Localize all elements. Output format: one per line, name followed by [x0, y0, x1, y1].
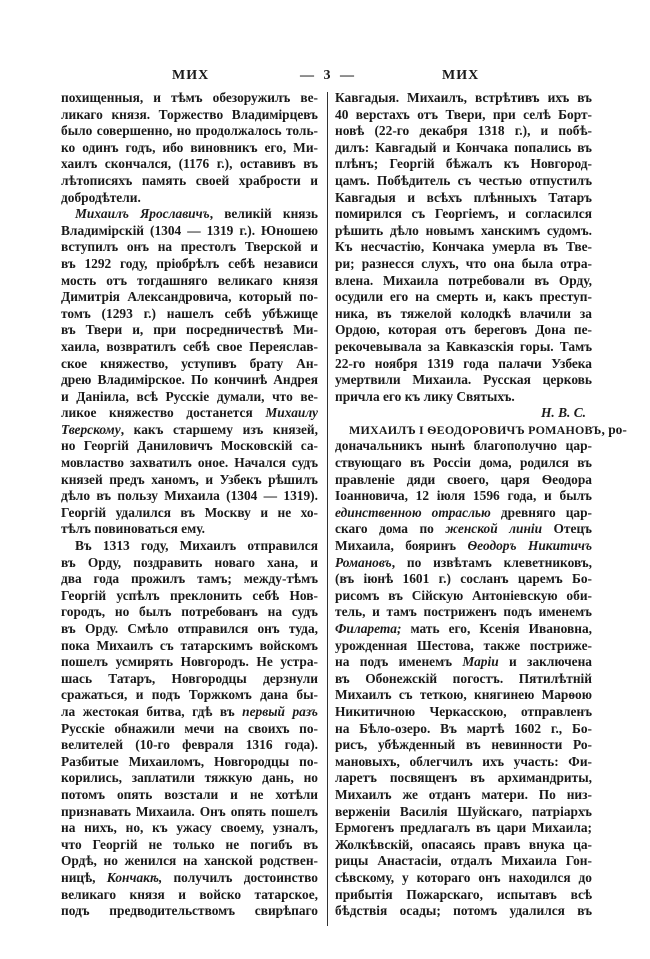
- text-span: мость отъ тогдашняго великаго князя: [61, 272, 318, 288]
- text-line: [61, 870, 318, 887]
- text-line: [335, 273, 592, 290]
- text-line: [335, 704, 592, 721]
- text-line: [335, 571, 592, 588]
- text-line: [61, 90, 318, 107]
- text-line: [335, 339, 592, 356]
- text-span: сѣвскому, у котораго онъ находился до: [335, 869, 592, 885]
- text-line: [61, 538, 318, 555]
- text-span: потомъ опять возстали и не хотѣли: [61, 786, 318, 802]
- text-line: [335, 820, 592, 837]
- text-span: было совершенно, но продолжалось толь-: [61, 123, 318, 139]
- text-span: корились, заплатили тяжкую дань, но: [61, 770, 318, 786]
- text-line: [61, 571, 318, 588]
- text-line: [61, 704, 318, 721]
- text-span: рисъ, убѣжденный въ невинности Ро-: [335, 737, 592, 753]
- text-span: подъ предводительствомъ свирѣпаго: [61, 903, 318, 919]
- text-line: [335, 123, 592, 140]
- text-line: [61, 521, 318, 538]
- text-span: городъ, но былъ потребованъ на судъ: [61, 604, 318, 620]
- text-span: дрею Владимірское. По кончинѣ Андрея: [61, 372, 318, 388]
- text-span: ствующаго въ Россіи дома, родился въ: [335, 455, 592, 471]
- text-line: [61, 306, 318, 323]
- text-span: Разбитые Михаиломъ, Новгородцы по-: [61, 753, 318, 769]
- text-line: [335, 770, 592, 787]
- text-line: [61, 289, 318, 306]
- column-divider: [327, 92, 328, 926]
- text-line: [61, 654, 318, 671]
- text-span: Жолкѣвскій, опасаясь правъ внука ца-: [335, 836, 592, 852]
- text-span: плѣнъ; Георгій бѣжалъ къ Новгород-: [335, 156, 592, 172]
- text-line: [61, 472, 318, 489]
- text-line: [61, 372, 318, 389]
- text-line: [335, 90, 592, 107]
- text-span: тель, и тамъ постриженъ подъ именемъ: [335, 604, 592, 620]
- italic-text: Михаилъ Ярославичъ: [75, 206, 210, 222]
- text-span: рѣшить дѣло новымъ ханскимъ судомъ.: [335, 222, 592, 238]
- text-line: [61, 239, 318, 256]
- text-span: Михаилъ съ теткою, княгинею Марѳою: [335, 687, 592, 703]
- text-span: на подъ именемъ: [335, 654, 463, 670]
- text-span: Ордою, которая отъ береговъ Дона пе-: [335, 322, 592, 338]
- text-span: умертвили Михаила. Русская церковь: [335, 372, 592, 388]
- text-line: [61, 422, 318, 439]
- text-span: томъ (1293 г.) нашелъ себѣ убѣжище: [61, 305, 318, 321]
- text-span: въ 1292 году, пріобрѣлъ себѣ независи: [61, 255, 318, 271]
- text-span: хаила, возвратилъ себѣ свое Переяслав-: [61, 338, 318, 354]
- text-span: мановыхъ, облегчилъ ихъ участь: Фи-: [335, 753, 592, 769]
- text-line: [335, 488, 592, 505]
- text-span: Ермогенъ предлагалъ въ цари Михаила;: [335, 820, 592, 836]
- text-line: [335, 322, 592, 339]
- text-span: и Даніила, всѣ Русскіе думали, что ве-: [61, 388, 318, 404]
- text-line: [61, 455, 318, 472]
- text-line: [335, 721, 592, 738]
- text-line: [335, 190, 592, 207]
- text-span: мовластво захватилъ оное. Начался судъ: [61, 455, 318, 471]
- text-line: [335, 389, 592, 406]
- text-span: ское княжество, уступивъ брату Ан-: [61, 355, 318, 371]
- text-line: [61, 588, 318, 605]
- italic-text: женской линіи: [445, 521, 543, 537]
- text-line: [61, 273, 318, 290]
- italic-text: Тверскому: [61, 421, 121, 437]
- text-line: [61, 754, 318, 771]
- text-line: [335, 903, 592, 920]
- text-line: [335, 239, 592, 256]
- text-line: [61, 820, 318, 837]
- text-line: [335, 887, 592, 904]
- text-span: пошелъ усмирять Новгородъ. Не устра-: [61, 654, 318, 670]
- text-line: [61, 671, 318, 688]
- text-line: [61, 804, 318, 821]
- text-span: на нихъ, но, къ ужасу своему, узналъ,: [61, 820, 318, 836]
- text-line: [61, 555, 318, 572]
- text-span: скаго дома по: [335, 521, 446, 537]
- text-span: 22-го ноября 1319 года палачи Узбека: [335, 355, 592, 371]
- text-line: [61, 621, 318, 638]
- text-span: прибытія Пожарскаго, испытавъ всѣ: [335, 886, 592, 902]
- text-span: князей предъ ханомъ, и Узбекъ рѣшилъ: [61, 471, 318, 487]
- italic-text: Романовъ: [335, 554, 392, 570]
- text-line: [335, 654, 592, 671]
- text-span: , великій князь: [209, 206, 319, 222]
- text-line: [335, 156, 592, 173]
- text-span: Димитрія Александровича, который по-: [61, 289, 318, 305]
- text-line: [61, 107, 318, 124]
- text-line: [61, 322, 318, 339]
- text-span: тѣлъ повиноваться ему.: [61, 521, 205, 537]
- text-span: новѣ (22-го декабря 1318 г.), и побѣ-: [335, 123, 592, 139]
- italic-text: Филарета;: [335, 621, 402, 636]
- text-line: [61, 837, 318, 854]
- text-span: лѣтописяхъ память своей храбрости и: [61, 172, 318, 188]
- text-line: [335, 604, 592, 621]
- text-span: два года прожилъ тамъ; между-тѣмъ: [61, 571, 318, 587]
- text-span: причла его къ лику Святыхъ.: [335, 388, 515, 404]
- text-span: влена. Михаила потребовали въ Орду,: [335, 272, 592, 288]
- text-line: [61, 356, 318, 373]
- text-line: [61, 770, 318, 787]
- text-line: [335, 837, 592, 854]
- text-span: Русскіе обнажили мечи на своихъ по-: [61, 720, 318, 736]
- text-span: великаго князя и войско татарское,: [61, 886, 318, 902]
- page-number: — 3 —: [300, 68, 357, 83]
- text-line: [61, 206, 318, 223]
- text-line: [335, 289, 592, 306]
- text-line: [335, 671, 592, 688]
- text-span: бѣдствія осады; потомъ удалился въ: [335, 903, 592, 919]
- text-line: [61, 887, 318, 904]
- text-line: [335, 140, 592, 157]
- text-span: урожденная Шестова, также постриже-: [335, 637, 592, 653]
- text-span: Ордѣ, но женился на ханской родствен-: [61, 853, 318, 869]
- text-line: [335, 472, 592, 489]
- text-line: [335, 538, 592, 555]
- text-line: [335, 853, 592, 870]
- text-span: въ Твери и, при посредничествѣ Ми-: [61, 322, 318, 338]
- text-line: [61, 737, 318, 754]
- text-span: ко одинъ годъ, ибо виновникъ его, Ми-: [61, 139, 318, 155]
- text-span: Кавгадыя. Михаилъ, встрѣтивъ ихъ въ: [335, 90, 592, 105]
- text-span: Михаила, бояринъ: [335, 538, 468, 554]
- text-span: мать его, Ксенія Ивановна,: [401, 621, 592, 636]
- text-line: [61, 787, 318, 804]
- text-line: [61, 638, 318, 655]
- text-line: [335, 306, 592, 323]
- text-span: хаилъ скончался, (1176 г.), оставивъ въ: [61, 156, 318, 172]
- text-line: [335, 173, 592, 190]
- text-line: [61, 488, 318, 505]
- text-span: Никитичною Черкасскою, отправленъ: [335, 703, 592, 719]
- text-line: [335, 588, 592, 605]
- text-span: 40 верстахъ отъ Твери, при селѣ Борт-: [335, 106, 592, 122]
- text-line: [61, 123, 318, 140]
- text-line: [335, 256, 592, 273]
- text-span: ла жестокая битва, гдѣ въ: [61, 703, 243, 719]
- text-span: верженіи Василія Шуйскаго, патріархъ: [335, 803, 592, 819]
- italic-text: Михаилу: [265, 405, 318, 421]
- text-line: [61, 405, 318, 422]
- text-span: Владимірскій (1304 — 1319 г.). Юношею: [61, 222, 318, 238]
- text-line: [335, 421, 627, 439]
- text-line: [335, 621, 592, 638]
- italic-text: Н. В. С.: [540, 405, 586, 421]
- text-line: [335, 356, 592, 373]
- text-span: Іоанновича, 12 іюля 1596 года, и былъ: [335, 488, 592, 504]
- text-span: но Георгій Даниловичъ Московскій са-: [61, 438, 318, 454]
- text-span: (въ іюнѣ 1601 г.) сосланъ царемъ Бо-: [335, 571, 592, 587]
- right-column: [335, 90, 627, 920]
- text-span: что Георгій не только не погибъ въ: [61, 836, 318, 852]
- italic-text: первый разъ: [242, 703, 318, 719]
- running-head-right: МИХ: [442, 68, 480, 83]
- text-span: добродѣтели.: [61, 189, 141, 205]
- text-line: [335, 372, 592, 389]
- running-head-left: МИХ: [172, 68, 210, 83]
- text-span: Кавгадыя и всѣхъ плѣнныхъ Татаръ: [335, 189, 592, 205]
- text-line: [335, 206, 592, 223]
- text-span: рисомъ въ Сійскую Антоніевскую оби-: [335, 587, 592, 603]
- text-line: [61, 853, 318, 870]
- text-line: [61, 903, 318, 920]
- text-span: ликое княжество достанется: [61, 405, 266, 421]
- text-line: [335, 505, 592, 522]
- text-span: , ро-: [601, 421, 627, 437]
- text-span: помирился съ Георгіемъ, и согласился: [335, 206, 592, 222]
- text-line: [335, 638, 592, 655]
- italic-text: единственною отраслью: [335, 504, 491, 520]
- text-span: велителей (10-го февраля 1316 года).: [61, 737, 318, 753]
- text-span: вступилъ онъ на престолъ Тверской и: [61, 239, 318, 255]
- text-line: [335, 521, 592, 538]
- text-span: Къ несчастію, Кончака умерла въ Тве-: [335, 239, 592, 255]
- text-line: [335, 223, 592, 240]
- entry-heading: МИХАИЛЪ I ѲЕОДОРОВИЧЪ РОМАНОВЪ: [349, 422, 602, 437]
- text-line: [335, 804, 592, 821]
- text-span: дѣло въ пользу Михаила (1304 — 1319).: [61, 488, 318, 504]
- text-line: [335, 107, 592, 124]
- text-span: ника, въ тяжелой колодкѣ влачили за: [335, 305, 592, 321]
- text-line: [335, 555, 592, 572]
- text-span: шась Татаръ, Новгородцы дерзнули: [61, 670, 318, 686]
- text-span: въ Орду. Смѣло отправился онъ туда,: [61, 621, 318, 636]
- text-line: [61, 505, 318, 522]
- text-line: [61, 339, 318, 356]
- text-line: [61, 223, 318, 240]
- text-span: древняго цар-: [490, 504, 593, 520]
- text-line: [61, 604, 318, 621]
- text-span: ликаго князя. Торжество Владимірцевъ: [61, 106, 318, 122]
- text-span: дилъ: Кавгадый и Кончака попались въ: [335, 139, 592, 155]
- text-span: правленіе дяди своего, царя Ѳеодора: [335, 471, 592, 487]
- left-column: [61, 90, 318, 920]
- text-span: рицы Анастасіи, отдалъ Михаила Гон-: [335, 853, 592, 869]
- text-line: [61, 389, 318, 406]
- text-span: Отецъ: [542, 521, 592, 537]
- text-span: ларетъ посвященъ въ архимандриты,: [335, 770, 592, 786]
- text-line: [335, 737, 592, 754]
- text-span: Георгій успѣлъ преклонить себѣ Нов-: [61, 587, 318, 603]
- text-span: ри; разнесся слухъ, что она была отра-: [335, 255, 592, 271]
- italic-text: Маріи: [462, 654, 499, 670]
- text-span: рекочевывала за Кавказскія горы. Тамъ: [335, 338, 592, 354]
- text-span: въ Орду, поздравить новаго хана, и: [61, 554, 318, 570]
- text-line: [61, 256, 318, 273]
- text-span: цамъ. Побѣдитель съ честью отпустилъ: [335, 172, 592, 188]
- text-span: получилъ достоинство: [162, 869, 318, 885]
- text-line: [61, 156, 318, 173]
- text-span: пока Михаилъ съ татарскимъ войскомъ: [61, 637, 318, 653]
- text-line: [335, 754, 592, 771]
- text-span: , какъ старшему изъ князей,: [120, 421, 318, 437]
- text-line: [61, 687, 318, 704]
- text-span: похищенныя, и тѣмъ обезоружилъ ве-: [61, 90, 318, 105]
- text-span: доначальникъ нынѣ благополучно цар-: [335, 438, 592, 454]
- text-line: [61, 140, 318, 157]
- text-span: Георгій удалился въ Москву и не хо-: [61, 504, 318, 520]
- text-line: [335, 687, 592, 704]
- text-line: [335, 870, 592, 887]
- text-span: Въ 1313 году, Михаилъ отправился: [75, 538, 318, 554]
- text-line: [335, 455, 592, 472]
- text-line: [335, 787, 592, 804]
- text-line: [61, 173, 318, 190]
- text-span: ницѣ,: [61, 869, 107, 885]
- text-span: осудили его на смерть и, какъ преступ-: [335, 289, 592, 305]
- signature: [335, 405, 592, 422]
- italic-text: Ѳеодоръ Никитичъ: [467, 538, 592, 554]
- text-span: , по извѣтамъ клеветниковъ,: [391, 554, 592, 570]
- text-span: Михаилъ же отданъ матери. По низ-: [335, 786, 592, 802]
- text-line: [61, 438, 318, 455]
- text-span: въ Обонежскій погостъ. Пятилѣтній: [335, 670, 592, 686]
- text-span: на Бѣло-озеро. Въ мартѣ 1602 г., Бо-: [335, 720, 592, 736]
- text-span: сражаться, и подъ Торжкомъ дана бы-: [61, 687, 318, 703]
- italic-text: Кончакѣ,: [106, 869, 163, 885]
- text-line: [61, 721, 318, 738]
- text-span: признавать Михаила. Онъ опять пошелъ: [61, 803, 318, 819]
- text-span: и заключена: [498, 654, 592, 670]
- text-line: [335, 438, 592, 455]
- text-line: [61, 190, 318, 207]
